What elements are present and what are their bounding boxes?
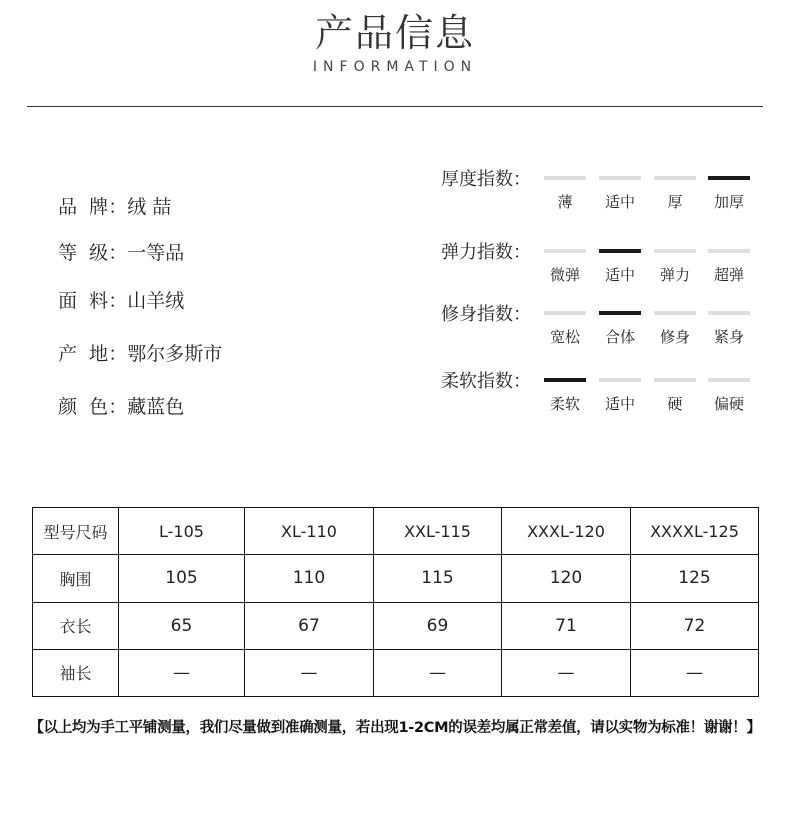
spec-label: 等 级: [58, 242, 109, 264]
index-option-label: 适中: [604, 266, 635, 284]
index-option-label: 合体: [604, 328, 635, 346]
index-bar: [708, 378, 750, 382]
table-header-cell: XXL-115: [374, 508, 502, 555]
table-row-label: 袖长: [33, 649, 119, 696]
index-bar-active: [544, 378, 586, 382]
header-divider: [27, 106, 763, 107]
spec-value: 绒 喆: [127, 196, 172, 218]
index-label: 柔软指数：: [441, 371, 531, 392]
table-cell: 110: [245, 555, 374, 602]
table-header-cell: L-105: [119, 508, 245, 555]
index-option-label: 宽松: [549, 328, 580, 346]
index-option-label: 薄: [557, 193, 573, 211]
index-option-label: 加厚: [713, 193, 744, 211]
page-title: 产品信息: [314, 11, 475, 55]
table-cell: —: [631, 649, 759, 696]
table-cell: 71: [502, 602, 631, 649]
table-cell: —: [119, 649, 245, 696]
table-row: [33, 555, 759, 602]
index-bar: [544, 311, 586, 315]
table-header-cell: 型号尺码: [33, 508, 119, 555]
size-table: [32, 507, 759, 697]
index-bar: [654, 176, 696, 180]
table-cell: 120: [502, 555, 631, 602]
index-option-label: 厚: [667, 193, 683, 211]
table-header-cell: XXXXL-125: [631, 508, 759, 555]
index-option-label: 硬: [667, 395, 683, 413]
index-label: 厚度指数：: [441, 169, 531, 190]
index-option-label: 柔软: [549, 395, 580, 413]
table-row: [33, 649, 759, 696]
index-bar: [544, 249, 586, 253]
spec-brand: 品 牌：绒 喆: [58, 196, 172, 218]
table-cell: 72: [631, 602, 759, 649]
index-option-label: 弹力: [659, 266, 690, 284]
index-bar: [708, 311, 750, 315]
table-cell: 67: [245, 602, 374, 649]
spec-label: 品 牌: [58, 196, 109, 218]
index-option-label: 微弹: [549, 266, 580, 284]
measurement-note: 【以上均为手工平铺测量，我们尽量做到准确测量，若出现1-2CM的误差均属正常差值，请以实物为标准！谢谢！】: [29, 720, 761, 736]
index-option-label: 超弹: [713, 266, 744, 284]
table-header-row: [33, 508, 759, 555]
index-bar: [708, 249, 750, 253]
page-subtitle: INFORMATION: [312, 59, 478, 75]
index-option-label: 修身: [659, 328, 690, 346]
spec-value: 一等品: [127, 242, 185, 264]
table-row-label: 衣长: [33, 602, 119, 649]
spec-label: 产 地: [58, 343, 109, 365]
table-cell: —: [245, 649, 374, 696]
spec-color: 颜 色：藏蓝色: [58, 396, 185, 418]
table-cell: —: [374, 649, 502, 696]
table-header-cell: XL-110: [245, 508, 374, 555]
index-bar: [599, 378, 641, 382]
spec-value: 山羊绒: [127, 290, 185, 312]
table-cell: 69: [374, 602, 502, 649]
spec-label: 颜 色: [58, 396, 109, 418]
index-bar-active: [708, 176, 750, 180]
index-option-label: 适中: [604, 395, 635, 413]
table-header-cell: XXXL-120: [502, 508, 631, 555]
index-option-label: 紧身: [713, 328, 744, 346]
index-option-label: 适中: [604, 193, 635, 211]
index-bar-active: [599, 311, 641, 315]
index-label: 修身指数：: [441, 304, 531, 325]
table-cell: 65: [119, 602, 245, 649]
index-bar: [654, 311, 696, 315]
table-cell: 105: [119, 555, 245, 602]
spec-grade: 等 级：一等品: [58, 242, 185, 264]
spec-origin: 产 地：鄂尔多斯市: [58, 343, 223, 365]
index-bar-active: [599, 249, 641, 253]
spec-fabric: 面 料：山羊绒: [58, 290, 185, 312]
table-cell: —: [502, 649, 631, 696]
spec-value: 藏蓝色: [127, 396, 185, 418]
spec-value: 鄂尔多斯市: [127, 343, 223, 365]
index-label: 弹力指数：: [441, 242, 531, 263]
index-bar: [599, 176, 641, 180]
table-cell: 115: [374, 555, 502, 602]
table-row: [33, 602, 759, 649]
index-option-label: 偏硬: [713, 395, 744, 413]
index-bar: [654, 378, 696, 382]
index-bar: [544, 176, 586, 180]
spec-label: 面 料: [58, 290, 109, 312]
table-cell: 125: [631, 555, 759, 602]
table-row-label: 胸围: [33, 555, 119, 602]
index-bar: [654, 249, 696, 253]
